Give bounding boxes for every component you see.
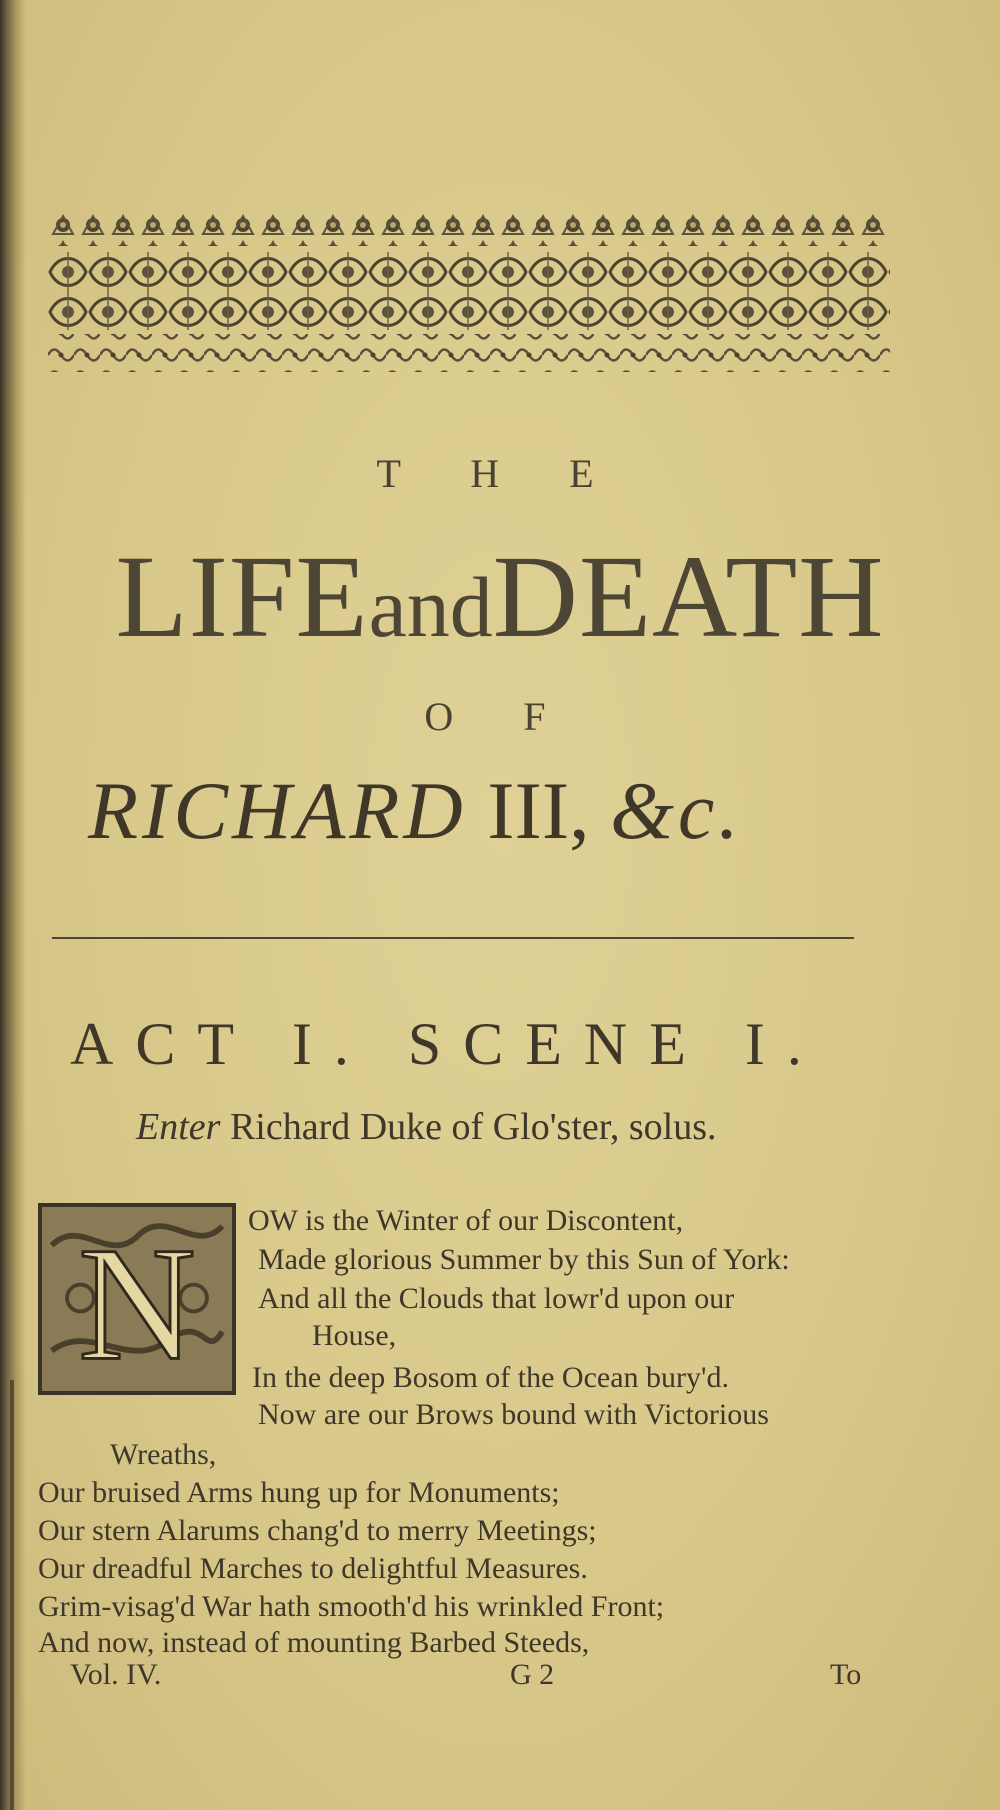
drop-cap-letter: N [78,1214,196,1391]
title-life-and-death [0,531,1000,662]
title-and: and [368,559,493,655]
verse-line: Now are our Brows bound with Victorious [258,1398,769,1431]
title-death: DEATH [492,531,885,662]
title-life: LIFE [115,531,369,662]
footer-signature: G 2 [510,1658,555,1691]
title-richard-name: RICHARD [88,765,467,856]
verse-line: And now, instead of mounting Barbed Steeds, [38,1626,590,1659]
stage-direction-text: Richard Duke of Glo'ster, solus. [229,1106,717,1148]
verse-line: Made glorious Summer by this Sun of York: [258,1243,790,1276]
drop-cap-initial [38,1203,236,1395]
title-numeral: III, [487,765,590,856]
stage-direction [136,1105,717,1149]
footer-volume: Vol. IV. [70,1658,162,1691]
verse-line: Our stern Alarums chang'd to merry Meetings; [38,1514,597,1547]
horizontal-rule [52,937,854,939]
verse-line: And all the Clouds that lowr'd upon our [258,1282,735,1315]
verse-line: Our dreadful Marches to delightful Measures. [38,1552,588,1585]
title-etc: &c. [610,765,743,856]
footer-catchword: To [830,1658,862,1691]
title-of: O F [424,694,576,739]
act-scene-heading: ACT I. SCENE I. [70,1011,824,1077]
verse-line: In the deep Bosom of the Ocean bury'd. [252,1361,729,1394]
verse-line: OW is the Winter of our Discontent, [248,1204,684,1237]
headpiece-ornament [48,212,890,372]
stage-direction-enter: Enter [136,1106,221,1148]
verse-line: Our bruised Arms hung up for Monuments; [38,1476,560,1509]
verse-line: Grim-visag'd War hath smooth'd his wrinkled Front; [38,1590,665,1623]
title-the: T H E [376,451,624,496]
verse-line: House, [312,1319,397,1352]
title-richard [88,765,743,856]
verse-line: Wreaths, [110,1438,217,1471]
book-spine-edge [10,1380,14,1810]
